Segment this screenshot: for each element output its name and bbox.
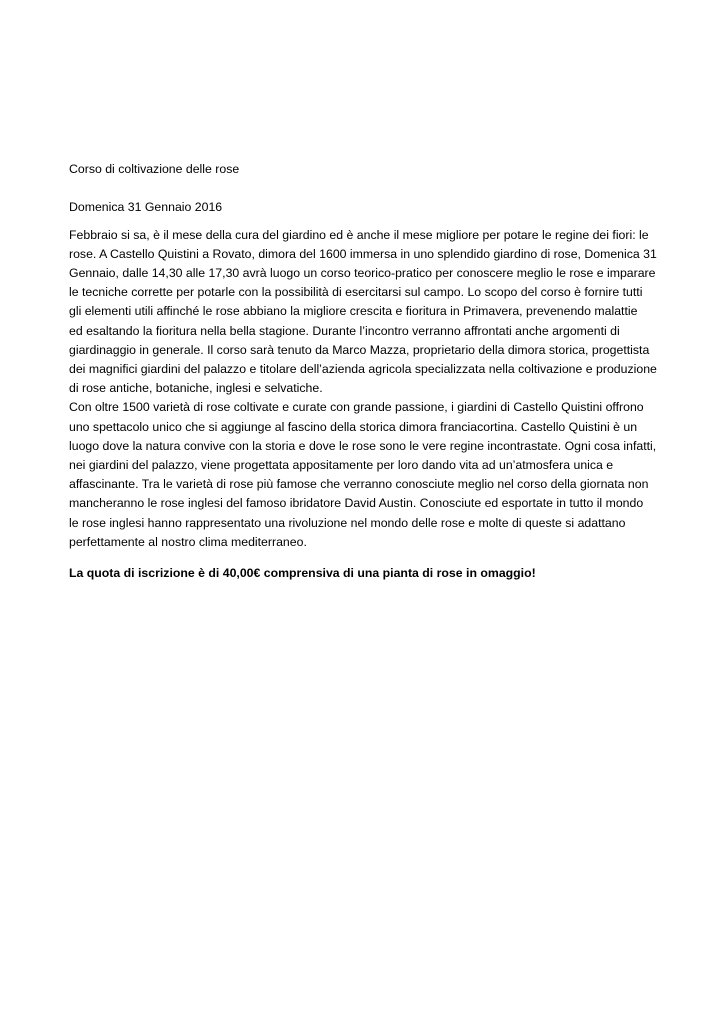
body-line: Con oltre 1500 varietà di rose coltivate e curate con grande passione, i giardini di Castello Quistini offrono bbox=[69, 400, 644, 415]
body-line: di rose antiche, botaniche, inglesi e selvatiche. bbox=[69, 381, 323, 396]
fee-notice: La quota di iscrizione è di 40,00€ comprensiva di una pianta di rose in omaggio! bbox=[69, 566, 536, 581]
body-line: dei magnifici giardini del palazzo e titolare dell’azienda agricola specializzata nella coltivazione e produzione bbox=[69, 362, 657, 377]
body-line: affascinante. Tra le varietà di rose più famose che verranno conosciute meglio nel corso della giornata non bbox=[69, 477, 649, 492]
body-line: le tecniche corrette per potarle con la possibilità di esercitarsi sul campo. Lo scopo del corso è fornire tutti bbox=[69, 285, 643, 300]
body-paragraph bbox=[69, 226, 659, 552]
body-line: le rose inglesi hanno rappresentato una rivoluzione nel mondo delle rose e molte di queste si adattano bbox=[69, 515, 626, 530]
body-line: Gennaio, dalle 14,30 alle 17,30 avrà luogo un corso teorico-pratico per conoscere meglio le rose e imparare bbox=[69, 266, 656, 280]
body-line: Febbraio si sa, è il mese della cura del giardino ed è anche il mese migliore per potare le regine dei fiori: le bbox=[69, 227, 649, 242]
event-date: Domenica 31 Gennaio 2016 bbox=[69, 200, 223, 215]
body-line: nei giardini del palazzo, viene progettata appositamente per loro dando vita ad un’atmosfera unica e bbox=[69, 458, 614, 473]
document-title: Corso di coltivazione delle rose bbox=[69, 162, 240, 176]
body-line: uno spettacolo unico che si aggiunge al fascino della storica dimora franciacortina. Castello Quistini è un bbox=[69, 419, 638, 434]
body-line: ed esaltando la fioritura nella bella stagione. Durante l’incontro verranno affrontati anche argomenti di bbox=[69, 323, 620, 338]
body-line: rose. A Castello Quistini a Rovato, dimora del 1600 immersa in uno splendido giardino di rose, Domenica 31 bbox=[69, 246, 657, 261]
document-content bbox=[69, 160, 659, 583]
body-line: gli elementi utili affinché le rose abbiano la migliore crescita e fioritura in Primavera, prevenendo malattie bbox=[69, 304, 638, 319]
body-line: luogo dove la natura convive con la storia e dove le rose sono le vere regine incontrastate. Ogni cosa infatti, bbox=[69, 438, 657, 453]
body-line: giardinaggio in generale. Il corso sarà tenuto da Marco Mazza, proprietario della dimora storica, progettista bbox=[69, 342, 650, 357]
body-line: perfettamente al nostro clima mediterraneo. bbox=[69, 534, 307, 549]
body-line: mancheranno le rose inglesi del famoso ibridatore David Austin. Conosciute ed esportate in tutto il mondo bbox=[69, 496, 644, 511]
